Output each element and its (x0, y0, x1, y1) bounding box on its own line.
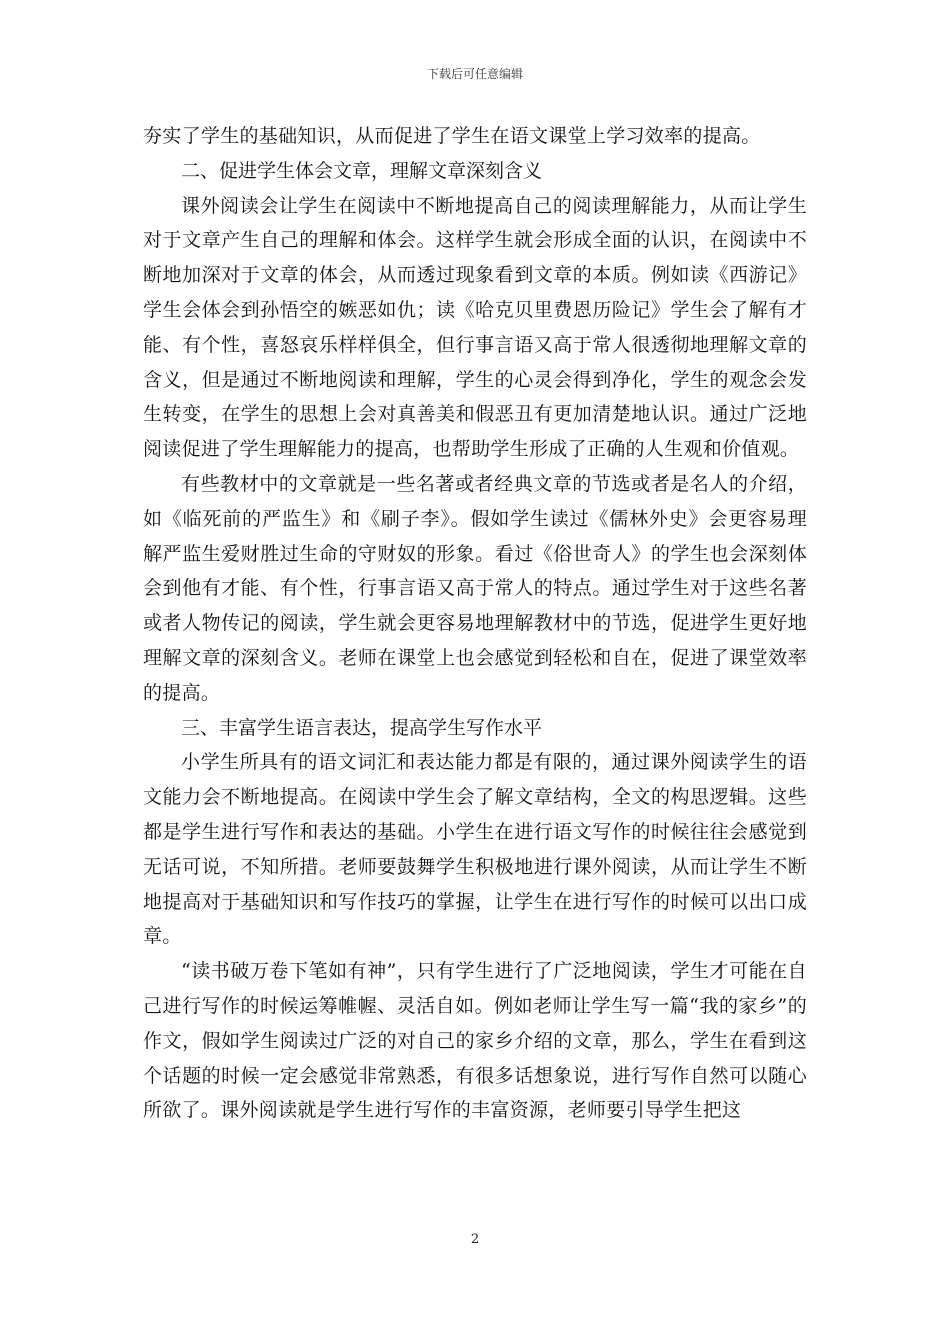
page-header: 下载后可任意编辑 (426, 67, 523, 81)
page-number: 2 (470, 1232, 480, 1247)
document-body (143, 119, 807, 1128)
paragraph: 有些教材中的文章就是一些名著或者经典文章的节选或者是名人的介绍，如《临死前的严监生》和《刷子李》。假如学生读过《儒林外史》会更容易理解严监生爱财胜过生命的守财奴的形象。看过《俗世奇人》的学生也会深刻体会到他有才能、有个性，行事言语又高于常人的特点。通过学生对于这些名著或者人物传记的阅读，学生就会更容易地理解教材中的节选，促进学生更好地理解文章的深刻含义。老师在课堂上也会感觉到轻松和自在，促进了课堂效率的提高。 (143, 472, 807, 704)
paragraph-continuation: 夯实了学生的基础知识，从而促进了学生在语文课堂上学习效率的提高。 (143, 125, 761, 147)
section-heading-3: 三、丰富学生语言表达，提高学生写作水平 (181, 716, 543, 739)
section-heading-2: 二、促进学生体会文章，理解文章深刻含义 (181, 159, 543, 182)
paragraph: 小学生所具有的语文词汇和表达能力都是有限的，通过课外阅读学生的语文能力会不断地提高。在阅读中学生会了解文章结构，全文的构思逻辑。这些都是学生进行写作和表达的基础。小学生在进行语文写作的时候往往会感觉到无话可说，不知所措。老师要鼓舞学生积极地进行课外阅读，从而让学生不断地提高对于基础知识和写作技巧的掌握，让学生在进行写作的时候可以出口成章。 (143, 751, 807, 948)
paragraph: “读书破万卷下笔如有神”，只有学生进行了广泛地阅读，学生才可能在自己进行写作的时候运筹帷幄、灵活自如。例如老师让学生写一篇“我的家乡”的作文，假如学生阅读过广泛的对自己的家乡介绍的文章，那么，学生在看到这个话题的时候一定会感觉非常熟悉，有很多话想象说，进行写作自然可以随心所欲了。课外阅读就是学生进行写作的丰富资源，老师要引导学生把这 (143, 960, 807, 1122)
paragraph: 课外阅读会让学生在阅读中不断地提高自己的阅读理解能力，从而让学生对于文章产生自己的理解和体会。这样学生就会形成全面的认识，在阅读中不断地加深对于文章的体会，从而透过现象看到文章的本质。例如读《西游记》学生会体会到孙悟空的嫉恶如仇；读《哈克贝里费恩历险记》学生会了解有才能、有个性，喜怒哀乐样样俱全，但行事言语又高于常人很透彻地理解文章的含义，但是通过不断地阅读和理解，学生的心灵会得到净化，学生的观念会发生转变，在学生的思想上会对真善美和假恶丑有更加清楚地认识。通过广泛地阅读促进了学生理解能力的提高，也帮助学生形成了正确的人生观和价值观。 (143, 194, 807, 461)
